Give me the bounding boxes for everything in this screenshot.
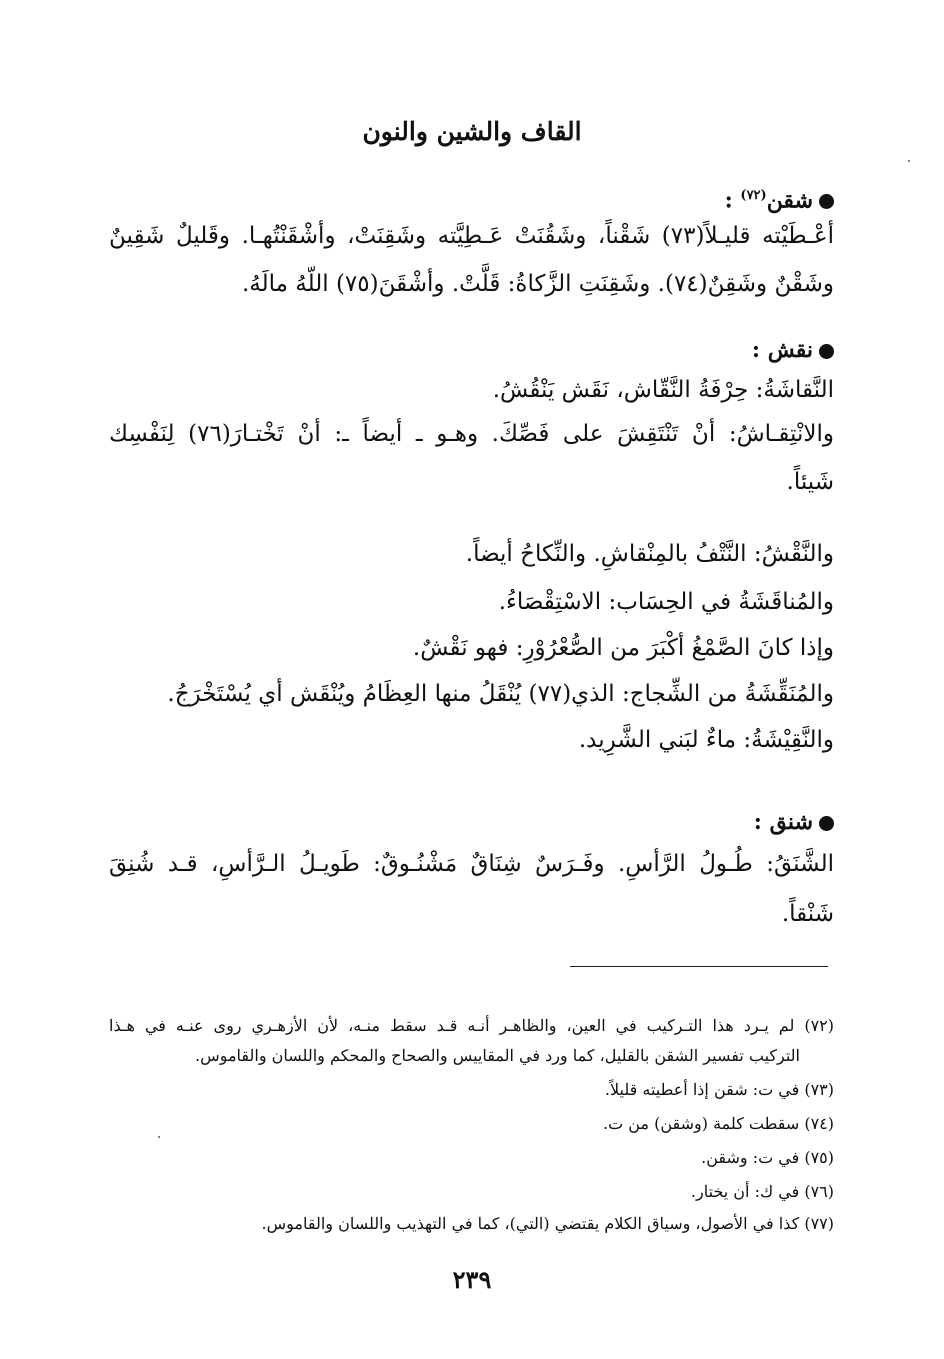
entry-line: النَّقاشَةُ: حِرْفَةُ النَّقّاش، نَقَش يَنْقُشُ. — [492, 377, 834, 403]
footnote: (٧٢) لم يـرد هذا التـركيب في العين، والظاهـر أنـه قـد سقط منـه، لأن الأزهـري روى عنـه في هـذا — [109, 1016, 835, 1035]
entry-heading-text: شقن — [766, 187, 813, 214]
entry-line: وإذا كانَ الصَّمْغُ أكْبَرَ من الصُّعْرُوْرِ: فهو نَقْشٌ. — [412, 635, 834, 661]
entry-line: والانْتِقـاشُ: أنْ تَنْتَقِشَ على فَصِّكَ. وهـو ـ أيضاً ـ: أنْ تَخْتـارَ(٧٦) لِنَفْسِك — [109, 421, 834, 447]
footnote: (٧٥) في ت: وشقن. — [701, 1148, 834, 1167]
entry-line: والمُنَقِّشَةُ من الشِّجاج: الذي(٧٧) يُنْقَلُ منها العِظَامُ ويُنْقَش أي يُسْتَخْرَجُ. — [167, 681, 834, 707]
entry-line: شَيئاً. — [786, 469, 834, 495]
bullet-icon — [819, 344, 834, 359]
footnote: (٧٧) كذا في الأصول، وسياق الكلام يقتضي (التي)، كما في التهذيب واللسان والقاموس. — [261, 1214, 834, 1233]
entry-line: وشَقْنٌ وشَقِنٌ(٧٤). وشَقِنَتِ الزَّكاةُ: قَلَّتْ. وأشْقَنَ(٧٥) اللّهُ مالَهُ. — [242, 271, 834, 297]
entry-line: والنَّقِيْشَةُ: ماءٌ لبَني الشَّرِيد. — [578, 727, 834, 753]
footnote: (٧٤) سقطت كلمة (وشقن) من ت. — [603, 1114, 834, 1133]
entry-heading-naqsh: نقش : — [752, 332, 834, 368]
entry-line: أعْـطَيْته قليـلاً(٧٣) شَقْناً، وشَقُنَتْ عَـطِيَّته وشَقِنَتْ، وأشْقَنْتُهـا. وقَليلٌ شَقِينٌ — [109, 223, 835, 249]
entry-line: الشَّنَقُ: طُـولُ الرَّأسِ. وفَـرَسٌ شِنَاقٌ مَشْنُـوقٌ: طَويـلُ الـرَّأسِ، قـد شُنِقَ — [109, 851, 834, 877]
footnote-separator — [570, 966, 828, 967]
entry-line: والنَّقْشُ: النَّتْفُ بالمِنْقاشِ. والنِّكاحُ أيضاً. — [465, 541, 834, 567]
bullet-icon — [819, 194, 834, 209]
page-title: القاف والشين والنون — [362, 117, 582, 146]
entry-heading-shaqn: شقن$^{(٧٢)}$ : — [725, 178, 834, 218]
entry-heading-text: نقش — [767, 337, 813, 363]
entry-line: شَنْقاً. — [781, 901, 834, 927]
scan-speck — [158, 1136, 160, 1138]
scan-speck — [908, 160, 910, 162]
footnote: (٧٣) في ت: شقن إذا أعطيته قليلاً. — [604, 1080, 834, 1099]
footnote-ref: (٧٢) — [740, 188, 767, 203]
entry-heading-text: شنق — [769, 809, 813, 835]
footnote: التركيب تفسير الشقن بالقليل، كما ورد في المقاييس والصحاح والمحكم واللسان والقاموس. — [195, 1046, 800, 1065]
page-number: ٢٣٩ — [452, 1265, 492, 1294]
entry-heading-shanq: شنق : — [754, 804, 834, 840]
entry-line: والمُناقَشَةُ في الحِسَاب: الاسْتِقْصَاءُ. — [498, 589, 834, 615]
bullet-icon — [819, 816, 834, 831]
footnote: (٧٦) في ك: أن يختار. — [690, 1182, 834, 1201]
